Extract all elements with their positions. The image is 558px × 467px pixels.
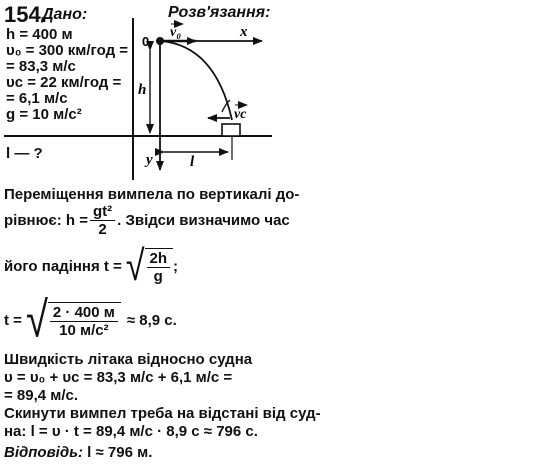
answer-line: [4, 444, 152, 461]
time-sqrt: √ $\frac{2h}{g}$: [126, 248, 173, 284]
time-sqrt-denominator: g: [153, 268, 163, 285]
trajectory-curve: [160, 41, 232, 120]
height-fraction-numerator: gt²: [90, 204, 115, 221]
origin-label: 0: [142, 34, 150, 49]
l-label: l: [190, 154, 195, 170]
given-plane-speed-ms: = 83,3 м/с: [6, 58, 76, 75]
given-ship-speed-ms: = 6,1 м/с: [6, 90, 68, 107]
drop-distance-equation: на: l = υ · t = 89,4 м/с · 8,9 с ≈ 796 с.: [4, 423, 258, 440]
height-formula-prefix: рівнює: h =: [4, 212, 88, 229]
answer-value: l ≈ 796 м.: [87, 444, 153, 461]
time-formula-suffix: ;: [173, 257, 179, 275]
trajectory-diagram: [0, 0, 558, 180]
height-fraction: [90, 204, 115, 237]
time-calc-sqrt: √ $\frac{2 \cdot 400 м}{\text{10 м/с²}}$: [26, 300, 121, 340]
height-fraction-denominator: 2: [98, 221, 107, 238]
plane-point: [156, 37, 164, 45]
given-height: h = 400 м: [6, 26, 73, 43]
given-ship-speed: υс = 22 км/год =: [6, 74, 122, 91]
ship: [222, 124, 240, 136]
y-axis-label: y: [146, 152, 153, 168]
relative-speed-heading: Швидкість літака відносно судна: [4, 351, 253, 368]
time-calc-prefix: t =: [4, 311, 22, 329]
vc-label: vс: [234, 107, 247, 122]
v0-label: v₀: [170, 25, 182, 40]
solution-line-1: Переміщення вимпела по вертикалі до-: [4, 186, 300, 203]
time-calculation: [4, 292, 177, 348]
relative-speed-equation: υ = υ₀ + υс = 83,3 м/с + 6,1 м/с =: [4, 369, 233, 386]
given-gravity: g = 10 м/с²: [6, 106, 82, 123]
h-label: h: [138, 82, 147, 98]
x-axis-label: x: [240, 24, 248, 40]
solution-line-3: [4, 242, 179, 290]
time-calc-result: ≈ 8,9 с.: [126, 311, 177, 329]
problem-number: 154.: [4, 2, 47, 27]
given-plane-speed: υ₀ = 300 км/год =: [6, 42, 129, 59]
answer-label: Відповідь:: [4, 444, 83, 461]
height-formula-suffix: . Звідси визначимо час: [117, 212, 290, 229]
given-heading: Дано:: [42, 6, 88, 23]
find-unknown: l — ?: [6, 145, 43, 162]
time-formula-prefix: його падіння t =: [4, 257, 122, 275]
relative-speed-result: = 89,4 м/с.: [4, 387, 79, 404]
solution-line-2: [4, 204, 290, 237]
time-calc-numerator: 2 · 400 м: [50, 305, 118, 322]
drop-distance-heading: Скинути вимпел треба на відстані від суд-: [4, 405, 321, 422]
solution-heading: Розв'язання:: [168, 4, 271, 21]
time-calc-denominator: 10 м/с²: [59, 322, 109, 339]
time-sqrt-numerator: 2h: [147, 251, 171, 268]
